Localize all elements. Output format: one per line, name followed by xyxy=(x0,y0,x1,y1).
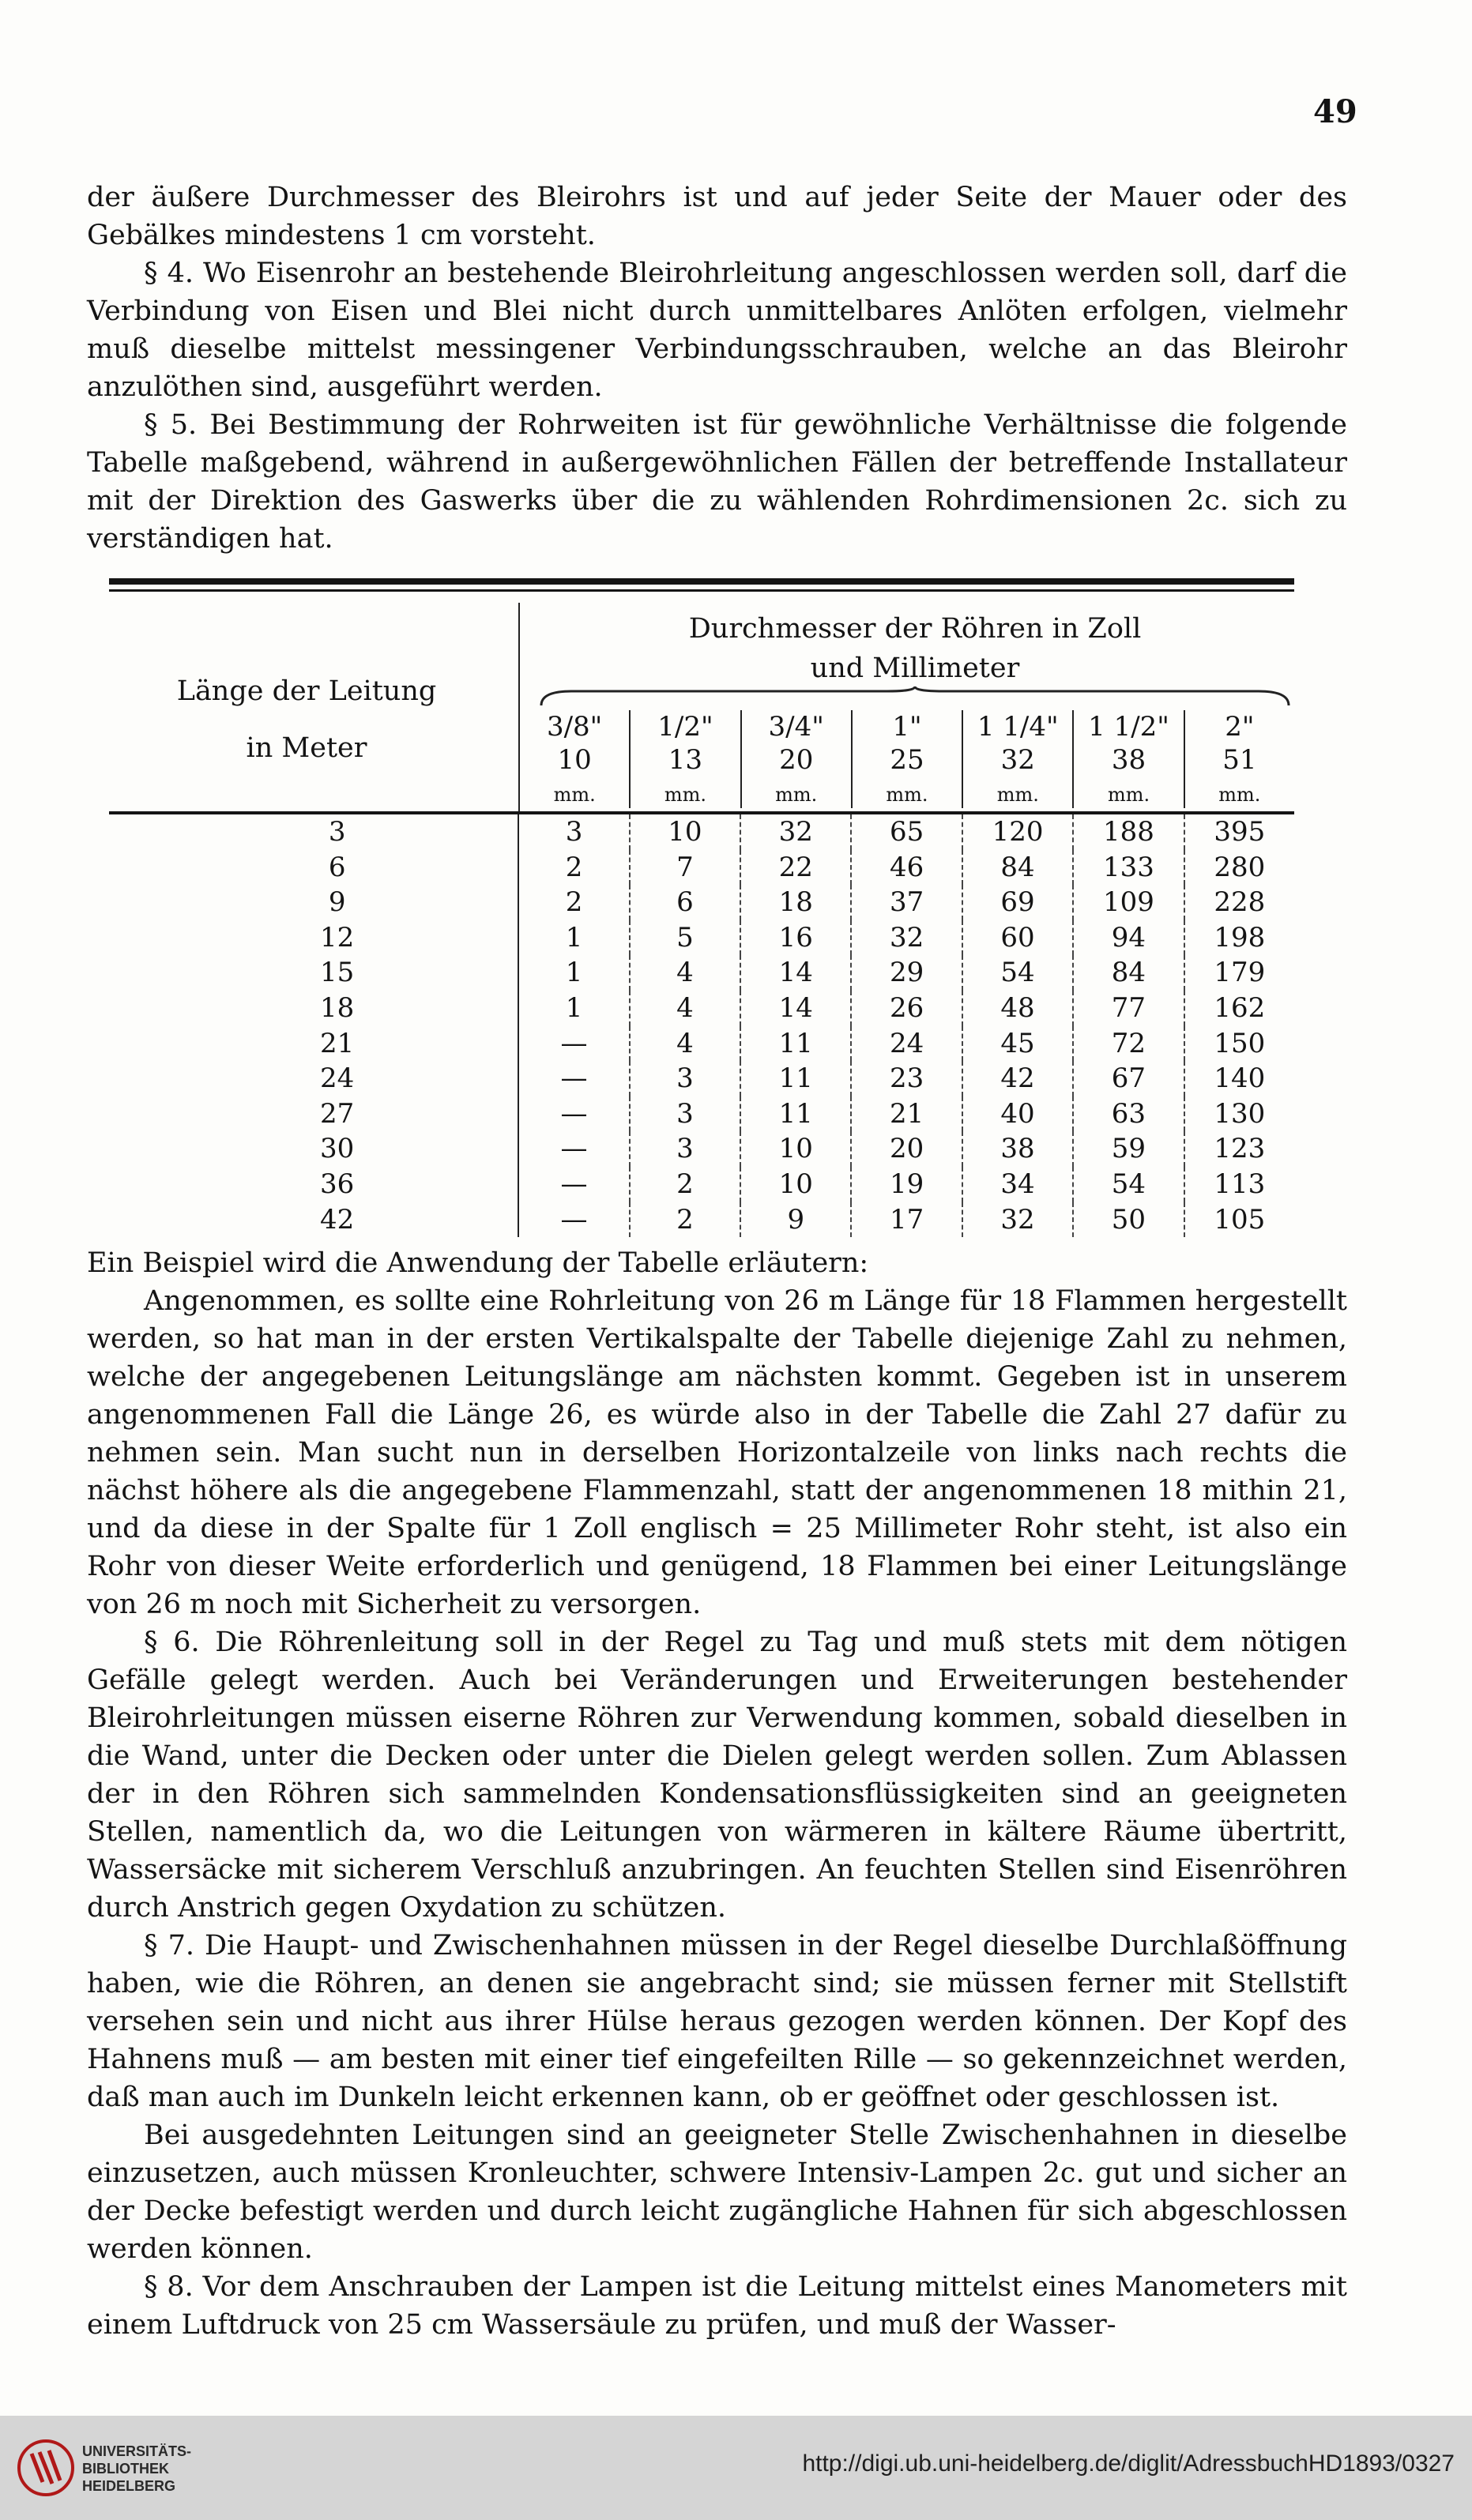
logo-line: HEIDELBERG xyxy=(82,2478,176,2494)
table-cell: 69 xyxy=(962,885,1072,920)
table-cell: — xyxy=(560,1097,588,1130)
table-cell: 9 xyxy=(740,1202,850,1238)
table-cell: 1 xyxy=(565,991,583,1024)
table-cell: 10 xyxy=(629,814,740,850)
inch-size: 1/2" xyxy=(657,711,713,743)
table-cell: 22 xyxy=(740,850,850,886)
table-row xyxy=(519,1096,1294,1132)
pipe-diameter-table xyxy=(109,578,1294,1237)
table-cell: 2 xyxy=(565,851,583,883)
diameter-column-header xyxy=(520,710,629,808)
paragraph-section-4: § 4. Wo Eisenrohr an bestehende Bleirohrleitung angeschlossen werden soll, darf die Verbindung von Eisen und Blei nicht durch unmittelbares Anlöten erfolgen, vielmehr muß dieselbe mittelst messingener Verbindungsschrauben, welche an das Bleirohr anzulöthen sind, ausgeführt werden. xyxy=(87,258,1347,403)
table-cell: 50 xyxy=(1072,1202,1183,1238)
logo-line: BIBLIOTHEK xyxy=(82,2461,169,2477)
table-cell: 38 xyxy=(962,1131,1072,1167)
table-cell: 2 xyxy=(629,1202,740,1238)
table-cell: 150 xyxy=(1184,1026,1294,1062)
length-cell: 12 xyxy=(320,921,355,953)
table-cell: 59 xyxy=(1072,1131,1183,1167)
length-cell: 27 xyxy=(320,1097,355,1130)
diameter-column-header xyxy=(962,710,1072,808)
mm-size: 38 xyxy=(1111,744,1146,776)
table-cell: 45 xyxy=(962,1026,1072,1062)
paragraph: § 7. Die Haupt- und Zwischenhahnen müssen in der Regel dieselbe Durchlaßöffnung haben, wie die Röhren, an denen sie angebracht sind; sie müssen ferner mit Stellstift versehen sein und nicht aus ihrer Hülse heraus gezogen werden können. Der Kopf des Hahnens muß — am besten mit einer tief eingefeilten Rille — so gekennzeichnet werden, daß man auch im Dunkeln leicht erkennen kann, ob er geöffnet oder geschlossen ist. xyxy=(87,1930,1347,2113)
table-row xyxy=(519,955,1294,991)
table-cell: 14 xyxy=(740,991,850,1026)
table-cell: 84 xyxy=(1072,955,1183,991)
table-cell: 32 xyxy=(740,814,850,850)
table-row xyxy=(519,885,1294,920)
length-column-header xyxy=(109,663,504,777)
footer-bar xyxy=(0,2416,1472,2520)
table-cell: 1 xyxy=(565,921,583,953)
paragraph: der äußere Durchmesser des Bleirohrs ist und auf jeder Seite der Mauer oder des Gebälkes mindestens 1 cm vorsteht. xyxy=(87,182,1347,251)
table-cell: 3 xyxy=(565,816,583,848)
table-cell: 11 xyxy=(740,1096,850,1132)
length-column xyxy=(109,814,518,1237)
inch-size: 1 1/4" xyxy=(977,711,1059,743)
mm-size: 32 xyxy=(1000,744,1035,776)
unit-label: mm. xyxy=(553,784,596,806)
table-cell: 3 xyxy=(629,1061,740,1096)
unit-label: mm. xyxy=(1107,784,1150,806)
table-cell: 21 xyxy=(850,1096,961,1132)
table-cell: 34 xyxy=(962,1167,1072,1202)
table-cell: 123 xyxy=(1184,1131,1294,1167)
table-cell: — xyxy=(560,1168,588,1200)
table-cell: 140 xyxy=(1184,1061,1294,1096)
library-seal-icon xyxy=(16,2435,76,2501)
flame-count-grid xyxy=(518,814,1294,1237)
library-logo-text xyxy=(82,2443,191,2495)
unit-label: mm. xyxy=(775,784,818,806)
unit-label: mm. xyxy=(996,784,1039,806)
table-cell: 65 xyxy=(850,814,961,850)
inch-size: 2" xyxy=(1225,711,1255,743)
table-cell: 10 xyxy=(740,1167,850,1202)
table-cell: — xyxy=(560,1133,588,1165)
mm-size: 25 xyxy=(890,744,924,776)
table-cell: 32 xyxy=(962,1202,1072,1238)
table-row xyxy=(519,920,1294,956)
unit-label: mm. xyxy=(886,784,928,806)
length-cell: 30 xyxy=(320,1133,355,1165)
table-cell: 77 xyxy=(1072,991,1183,1026)
inch-size: 3/4" xyxy=(768,711,824,743)
table-cell: — xyxy=(560,1203,588,1236)
table-cell: 54 xyxy=(962,955,1072,991)
table-cell: 23 xyxy=(850,1061,961,1096)
table-cell: 198 xyxy=(1184,920,1294,956)
table-row xyxy=(519,1131,1294,1167)
table-cell: 67 xyxy=(1072,1061,1183,1096)
table-cell: 24 xyxy=(850,1026,961,1062)
table-cell: 133 xyxy=(1072,850,1183,886)
mm-size: 13 xyxy=(668,744,703,776)
diameter-column-header xyxy=(851,710,962,808)
table-cell: 17 xyxy=(850,1202,961,1238)
table-cell: 10 xyxy=(740,1131,850,1167)
length-cell: 3 xyxy=(328,816,346,848)
table-cell: 48 xyxy=(962,991,1072,1026)
table-row xyxy=(519,814,1294,850)
table-cell: 60 xyxy=(962,920,1072,956)
diameter-header xyxy=(536,609,1294,688)
length-cell: 21 xyxy=(320,1027,355,1059)
table-cell: 179 xyxy=(1184,955,1294,991)
header-brace xyxy=(540,685,1290,709)
length-cell: 24 xyxy=(320,1063,355,1095)
table-cell: 4 xyxy=(629,991,740,1026)
paragraph: Ein Beispiel wird die Anwendung der Tabelle erläutern: xyxy=(87,1247,869,1279)
table-cell: 29 xyxy=(850,955,961,991)
table-row xyxy=(519,991,1294,1026)
table-cell: 280 xyxy=(1184,850,1294,886)
length-cell: 6 xyxy=(328,851,346,883)
diameter-header-line1: Durchmesser der Röhren in Zoll xyxy=(688,613,1142,645)
paragraph: § 8. Vor dem Anschrauben der Lampen ist die Leitung mittelst eines Manometers mit einem Luftdruck von 25 cm Wassersäule zu prüfen, und muß der Wasser- xyxy=(87,2271,1347,2341)
length-cell: 9 xyxy=(328,886,346,919)
paragraph-section-5: § 5. Bei Bestimmung der Rohrweiten ist für gewöhnliche Verhältnisse die folgende Tabelle maßgebend, während in außergewöhnlichen Fällen der betreffende Installateur mit der Direktion des Gaswerks über die zu wählenden Rohrdimensionen 2c. sich zu verständigen hat. xyxy=(87,409,1347,555)
length-cell: 42 xyxy=(320,1203,355,1236)
table-cell: 2 xyxy=(565,886,583,919)
mm-size: 51 xyxy=(1222,744,1257,776)
table-cell: 6 xyxy=(629,885,740,920)
table-cell: 162 xyxy=(1184,991,1294,1026)
table-cell: — xyxy=(560,1063,588,1095)
table-body xyxy=(109,814,1294,1237)
paragraph: Bei ausgedehnten Leitungen sind an geeigneter Stelle Zwischenhahnen in dieselbe einzusetzen, auch müssen Kronleuchter, schwere Intensiv-Lampen 2c. gut und sicher an der Decke befestigt werden und durch leicht zugängliche Hahnen für sich abgeschlossen werden können. xyxy=(87,2119,1347,2265)
table-cell: 40 xyxy=(962,1096,1072,1132)
diameter-column-header xyxy=(1072,710,1183,808)
table-cell: 42 xyxy=(962,1061,1072,1096)
table-cell: 4 xyxy=(629,955,740,991)
table-cell: 20 xyxy=(850,1131,961,1167)
diameter-column-header xyxy=(1184,710,1294,808)
table-cell: 5 xyxy=(629,920,740,956)
table-cell: 11 xyxy=(740,1026,850,1062)
bottom-text xyxy=(87,1244,1347,2344)
table-cell: 26 xyxy=(850,991,961,1026)
table-cell: 3 xyxy=(629,1131,740,1167)
source-url[interactable]: http://digi.ub.uni-heidelberg.de/diglit/AdressbuchHD1893/0327 xyxy=(802,2450,1455,2477)
paragraph: § 6. Die Röhrenleitung soll in der Regel zu Tag und muß stets mit dem nötigen Gefälle gelegt werden. Auch bei Veränderungen und Erweiterungen bestehender Bleirohrleitungen müssen eiserne Röhren zur Verwendung kommen, sobald dieselben in die Wand, unter die Decken oder unter die Dielen gelegt werden sollen. Zum Ablassen der in den Röhren sich sammelnden Kondensationsflüssigkeiten sind an geeigneten Stellen, namentlich da, wo die Leitungen von wärmeren in kältere Räume übertritt, Wassersäcke mit sicherem Verschluß anzubringen. An feuchten Stellen sind Eisenröhren durch Anstrich gegen Oxydation zu schützen. xyxy=(87,1627,1347,1924)
table-cell: — xyxy=(560,1027,588,1059)
inch-size: 1" xyxy=(892,711,922,743)
length-header-line2: in Meter xyxy=(246,732,367,764)
top-text xyxy=(87,179,1347,558)
table-top-rule xyxy=(109,578,1294,585)
table-cell: 19 xyxy=(850,1167,961,1202)
unit-label: mm. xyxy=(664,784,706,806)
table-cell: 18 xyxy=(740,885,850,920)
diameter-column-header xyxy=(629,710,740,808)
mm-size: 20 xyxy=(779,744,814,776)
table-cell: 2 xyxy=(629,1167,740,1202)
table-cell: 130 xyxy=(1184,1096,1294,1132)
table-cell: 72 xyxy=(1072,1026,1183,1062)
unit-label: mm. xyxy=(1218,784,1261,806)
table-cell: 32 xyxy=(850,920,961,956)
table-cell: 14 xyxy=(740,955,850,991)
table-cell: 228 xyxy=(1184,885,1294,920)
length-cell: 15 xyxy=(320,957,355,989)
logo-line: UNIVERSITÄTS- xyxy=(82,2443,192,2459)
table-row xyxy=(519,1026,1294,1062)
length-cell: 18 xyxy=(320,991,355,1024)
table-cell: 84 xyxy=(962,850,1072,886)
inch-size: 1 1/2" xyxy=(1088,711,1169,743)
diameter-header-line2: und Millimeter xyxy=(810,653,1020,684)
mm-size: 10 xyxy=(557,744,592,776)
table-row xyxy=(519,1061,1294,1096)
table-cell: 109 xyxy=(1072,885,1183,920)
table-cell: 4 xyxy=(629,1026,740,1062)
table-cell: 46 xyxy=(850,850,961,886)
table-cell: 3 xyxy=(629,1096,740,1132)
table-cell: 94 xyxy=(1072,920,1183,956)
table-row xyxy=(519,850,1294,886)
table-cell: 395 xyxy=(1184,814,1294,850)
table-cell: 1 xyxy=(565,957,583,989)
diameter-column-header xyxy=(740,710,851,808)
table-cell: 120 xyxy=(962,814,1072,850)
table-cell: 37 xyxy=(850,885,961,920)
table-cell: 63 xyxy=(1072,1096,1183,1132)
inch-size: 3/8" xyxy=(546,711,603,743)
table-cell: 105 xyxy=(1184,1202,1294,1238)
table-header xyxy=(109,592,1294,811)
table-cell: 113 xyxy=(1184,1167,1294,1202)
table-cell: 188 xyxy=(1072,814,1183,850)
paragraph: Angenommen, es sollte eine Rohrleitung von 26 m Länge für 18 Flammen hergestellt werden, so hat man in der ersten Vertikalspalte der Tabelle diejenige Zahl zu nehmen, welche der angegebenen Leitungslänge am nächsten kommt. Gegeben ist in unserem angenommenen Fall die Länge 26, es würde also in der Tabelle die Zahl 27 dafür zu nehmen sein. Man sucht nun in derselben Horizontalzeile von links nach rechts die nächst höhere als die angegebene Flammenzahl, statt der angenommenen 18 mithin 21, und da diese in der Spalte für 1 Zoll englisch = 25 Millimeter Rohr steht, ist also ein Rohr von dieser Weite erforderlich und genügend, 18 Flammen bei einer Leitungslänge von 26 m noch mit Sicherheit zu versorgen. xyxy=(87,1285,1347,1620)
table-row xyxy=(519,1202,1294,1238)
length-cell: 36 xyxy=(320,1168,355,1200)
table-cell: 54 xyxy=(1072,1167,1183,1202)
table-cell: 11 xyxy=(740,1061,850,1096)
table-row xyxy=(519,1167,1294,1202)
table-cell: 7 xyxy=(629,850,740,886)
diameter-columns-header xyxy=(520,710,1294,808)
table-cell: 16 xyxy=(740,920,850,956)
length-header-line1: Länge der Leitung xyxy=(176,675,437,707)
page-number: 49 xyxy=(1313,93,1357,130)
